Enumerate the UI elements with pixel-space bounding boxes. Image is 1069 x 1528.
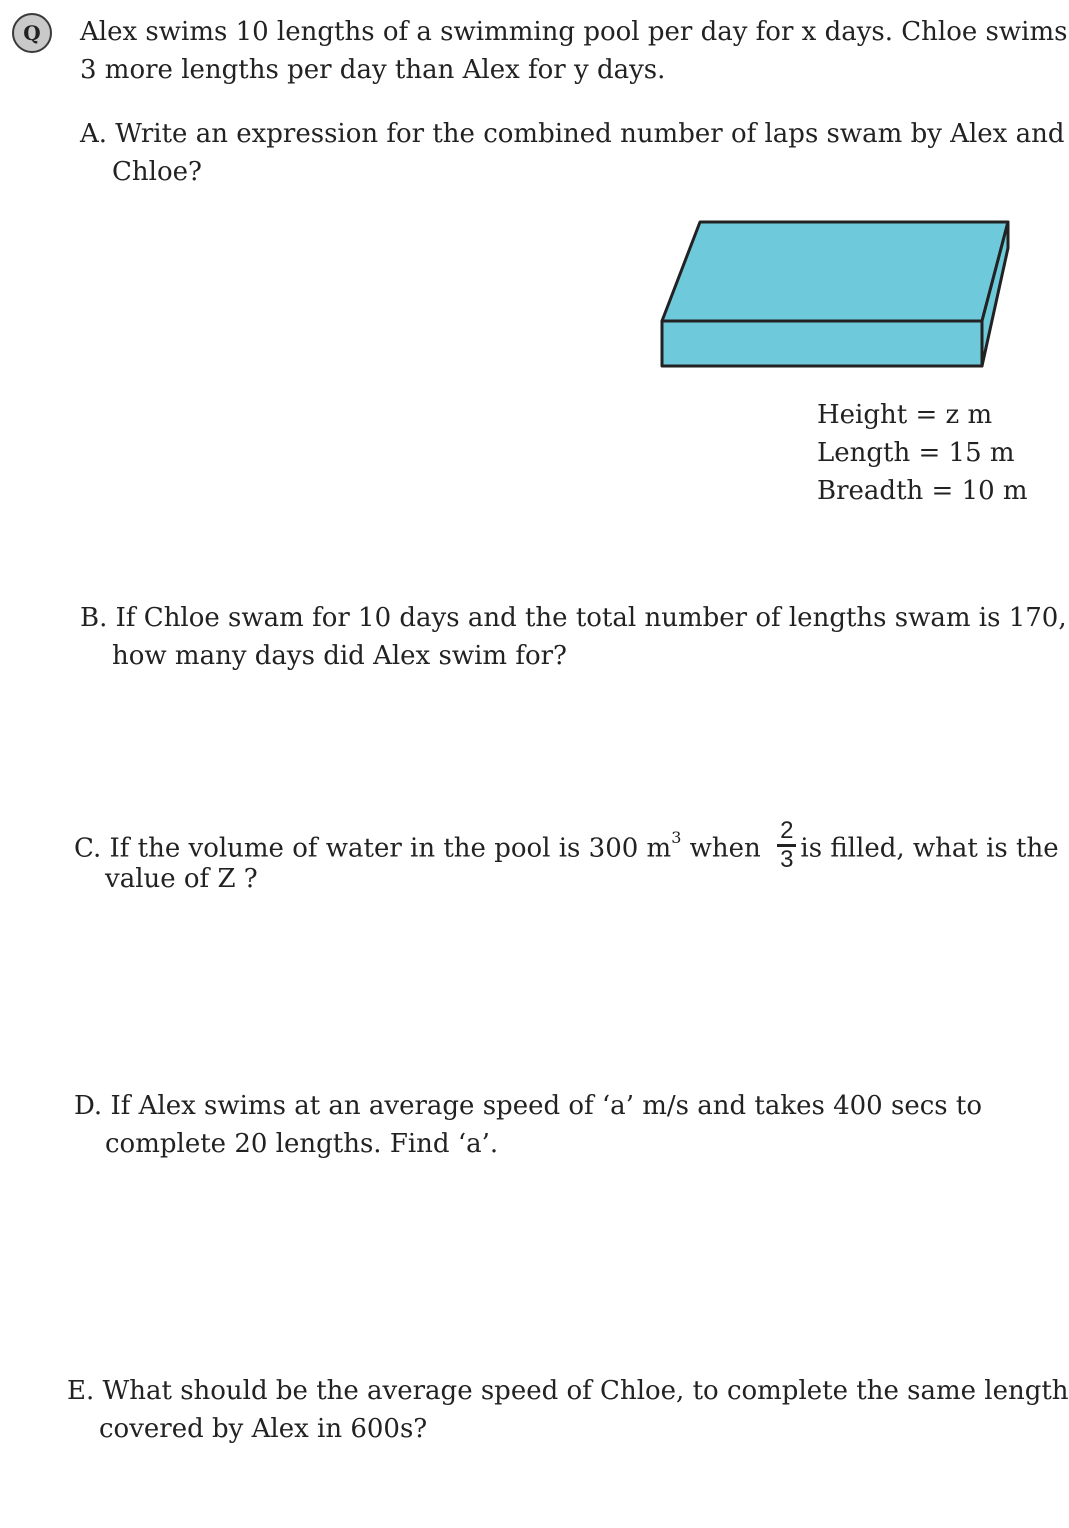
pool-diagram	[655, 215, 1015, 375]
part-c-text-post: is filled, what is the	[800, 833, 1059, 864]
part-b-line-2: how many days did Alex swim for?	[112, 641, 567, 671]
question-line-1: Alex swims 10 lengths of a swimming pool per day for x days. Chloe swims	[80, 17, 1068, 47]
part-c-exponent: 3	[671, 827, 682, 847]
part-c-text-mid: when	[681, 833, 761, 864]
breadth-label: Breadth = 10 m	[817, 476, 1028, 506]
part-c-text-pre: C. If the volume of water in the pool is 300 m	[74, 833, 672, 864]
length-label: Length = 15 m	[817, 438, 1015, 468]
question-line-2: 3 more lengths per day than Alex for y days.	[80, 55, 666, 85]
height-label: Height = z m	[817, 400, 993, 430]
question-badge: Q	[12, 13, 52, 53]
part-c-line-2: value of Z ?	[105, 864, 258, 894]
part-b-line-1: B. If Chloe swam for 10 days and the total number of lengths swam is 170,	[80, 603, 1067, 633]
part-e-line-1: E. What should be the average speed of Chloe, to complete the same length	[67, 1376, 1069, 1406]
part-a-line-2: Chloe?	[112, 157, 202, 187]
part-d-line-2: complete 20 lengths. Find ‘a’.	[105, 1129, 499, 1159]
part-e-line-2: covered by Alex in 600s?	[99, 1414, 428, 1444]
fraction-denominator: 3	[780, 846, 794, 873]
part-a-line-1: A. Write an expression for the combined number of laps swam by Alex and	[80, 119, 1065, 149]
pool-shape	[662, 222, 1008, 366]
pool-top-face	[662, 222, 1008, 321]
fraction-numerator: 2	[777, 818, 796, 847]
part-d-line-1: D. If Alex swims at an average speed of ‘a’ m/s and takes 400 secs to	[74, 1091, 982, 1121]
fraction-two-thirds	[777, 818, 796, 873]
pool-front-face	[662, 321, 982, 366]
